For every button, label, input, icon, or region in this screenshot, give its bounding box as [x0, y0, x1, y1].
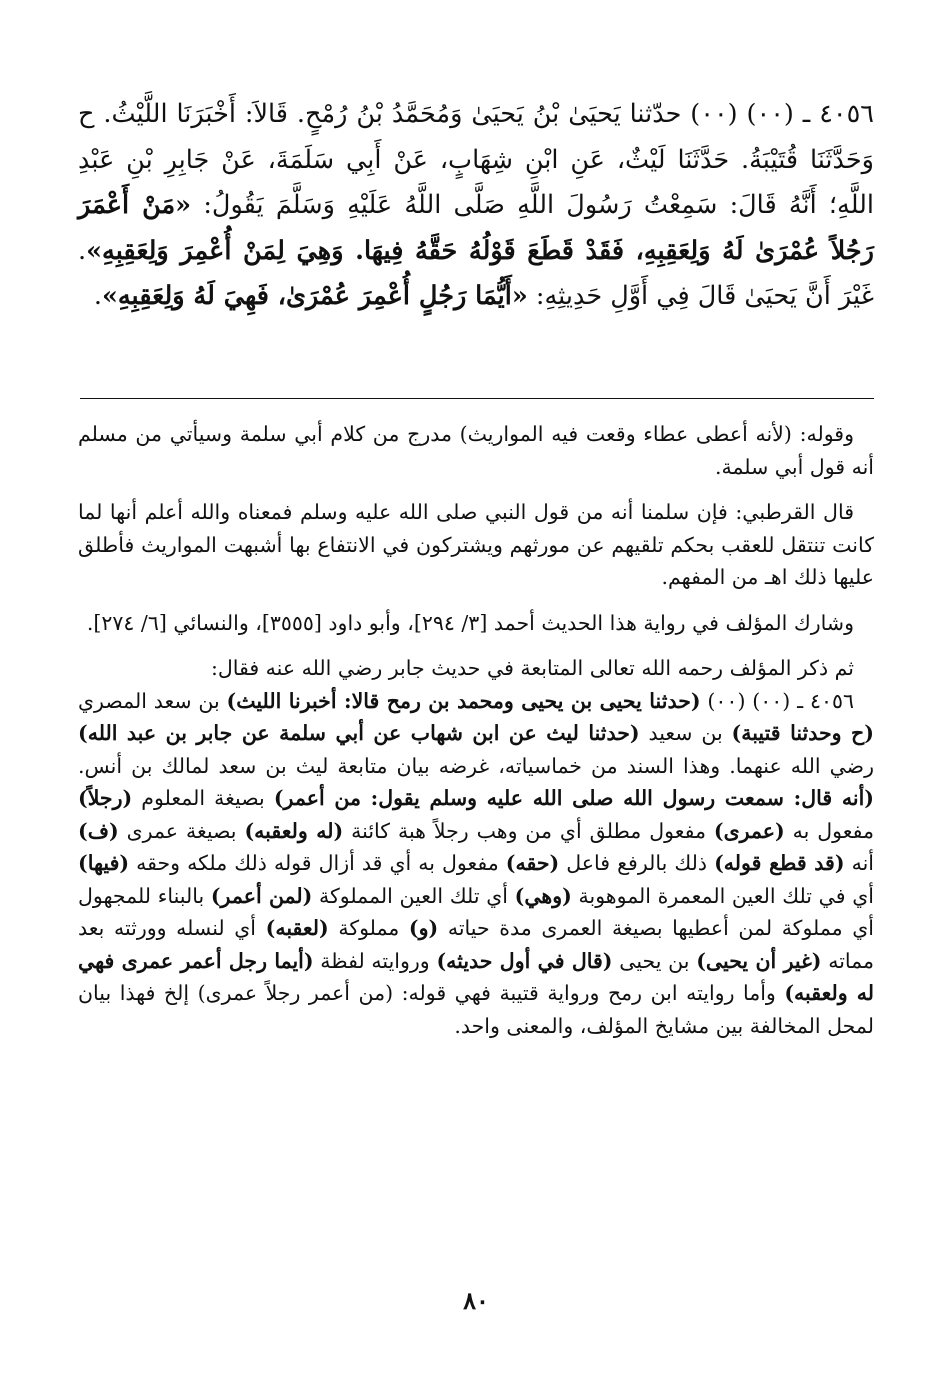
explanation-segment: ٤٠٥٦ ـ (٠٠) (٠٠): [700, 688, 854, 713]
hadith-isnad: ٤٠٥٦ ـ (٠٠) (٠٠) حدّثنا يَحيَىٰ بْنُ يَحيَىٰ وَمُحَمَّدُ بْنُ رُمْحٍ. قَالاَ: أَخْبَرَنَا اللَّيْثُ. ح وَحَدَّثَنَا قُتَيْبَةُ. حَدَّثَنَا لَيْثٌ، عَنِ ابْنِ شِهَابٍ، عَنْ أَبِي سَلَمَةَ، عَنْ جَابِرِ بْنِ عَبْدِ اللَّهِ؛ أَنَّهُ قَالَ: سَمِعْتُ رَسُولَ اللَّهِ صَلَّى اللَّهُ عَلَيْهِ وَسَلَّمَ يَقُولُ:: [78, 99, 874, 220]
hadith-matn: «مَنْ أَعْمَرَ رَجُلاً عُمْرَىٰ لَهُ وَلِعَقِبِهِ، فَقَدْ قَطَعَ قَوْلُهُ حَقَّهُ فِيهَا. وَهِيَ لِمَنْ أُعْمِرَ وَلِعَقِبِهِ»: [78, 190, 874, 266]
hadith-end: .: [93, 281, 102, 311]
explanation-segment: مفعول مطلق أي من وهب رجلاً هبة كائنة: [343, 818, 714, 843]
explanation-segment: وروايته لفظة: [313, 948, 437, 973]
quoted-segment: (فيها): [78, 851, 130, 875]
explanation-segment: بن سعيد: [639, 721, 732, 745]
explanation-segment: وأما روايته ابن رمح ورواية قتيبة فهي قوله: (من أعمر رجلاً عمرى) إلخ فهذا بيان لمحل المخالفة بين مشايخ المؤلف، والمعنى واحد.: [78, 981, 874, 1038]
quoted-segment: (لعقبه): [265, 916, 329, 940]
explanation-segment: بالبناء للمجهول أي مملوكة لمن أعطيها بصيغة العمرى مدة حياته: [78, 883, 874, 940]
explanation-segment: بصيغة المعلوم: [132, 786, 274, 810]
commentary-paragraph: ثم ذكر المؤلف رحمه الله تعالى المتابعة في حديث جابر رضي الله عنه فقال:: [210, 656, 854, 680]
explanation-segment: بن سعد المصري: [78, 688, 227, 713]
quoted-segment: (أيما رجل أعمر عمرى فهي له ولعقبه): [78, 948, 874, 1005]
quoted-segment: (له ولعقبه): [244, 818, 344, 843]
commentary-explanation: [78, 685, 874, 1043]
quoted-segment: (قد قطع قوله): [714, 851, 845, 875]
quoted-segment: (حدثنا ليث عن ابن شهاب عن أبي سلمة عن جابر بن عبد الله): [78, 721, 640, 745]
explanation-segment: بصيغة عمرى: [118, 818, 245, 843]
quoted-segment: (لمن أعمر): [210, 883, 313, 908]
quoted-segment: (ح وحدثنا قتيبة): [731, 721, 874, 745]
quoted-segment: (رجلاً): [78, 786, 133, 810]
hadith-variant: «أَيُّمَا رَجُلٍ أُعْمِرَ عُمْرَىٰ، فَهِيَ لَهُ وَلِعَقِبِهِ»: [101, 281, 528, 311]
explanation-segment: مفعول به: [784, 818, 875, 843]
hadith-note: . غَيْرَ أَنَّ يَحيَىٰ قَالَ فِي أَوَّلِ حَدِيثِهِ:: [78, 235, 874, 311]
explanation-segment: مفعول به أي قد أزال قوله ذلك ملكه وحقه: [129, 851, 506, 875]
quoted-segment: (عمرى): [713, 818, 785, 843]
quoted-segment: (قال في أول حديثه): [436, 948, 613, 973]
explanation-segment: رضي الله عنهما. وهذا السند من خماسياته، غرضه بيان متابعة ليث بن سعد لمالك بن أنس.: [78, 753, 874, 778]
page-number: ٨٠: [463, 1286, 489, 1315]
explanation-segment: بن يحيى: [612, 948, 697, 973]
quoted-segment: (حدثنا يحيى بن يحيى ومحمد بن رمح قالا: أخبرنا الليث): [226, 688, 701, 713]
explanation-segment: أنه: [844, 851, 874, 875]
explanation-segment: ذلك بالرفع فاعل: [559, 851, 715, 875]
commentary-paragraph: وشارك المؤلف في رواية هذا الحديث أحمد [٣/ ٢٩٤]، وأبو داود [٣٥٥٥]، والنسائي [٦/ ٢٧٤].: [86, 610, 854, 635]
quoted-segment: (حقه): [505, 851, 560, 875]
explanation-segment: أي تلك العين المملوكة: [312, 883, 515, 908]
hadith-paragraph: [78, 92, 874, 320]
explanation-segment: أي في تلك العين المعمرة الموهوبة: [571, 883, 874, 908]
explanation-segment: مملوكة: [328, 916, 409, 940]
hadith-text: [78, 92, 874, 320]
footnote-divider: [80, 398, 874, 399]
commentary-paragraph: وقوله: (لأنه أعطى عطاء وقعت فيه المواريث) مدرج من كلام أبي سلمة وسيأتي من مسلم أنه قول أبي سلمة.: [78, 422, 874, 479]
commentary-paragraph: قال القرطبي: فإن سلمنا أنه من قول النبي صلى الله عليه وسلم فمعناه والله أعلم أنها لما كانت تنتقل للعقب بحكم تلقيهم عن مورثهم ويشتركون في الانتفاع بها أشبهت المواريث فأطلق عليها ذلك اهـ من المفهم.: [78, 500, 874, 589]
quoted-segment: (غير أن يحيى): [696, 948, 822, 973]
explanation-segment: أي لنسله وورثته بعد مماته: [78, 916, 874, 973]
quoted-segment: (أنه قال: سمعت رسول الله صلى الله عليه وسلم يقول: من أعمر): [273, 786, 875, 810]
quoted-segment: (ف): [78, 818, 119, 843]
quoted-segment: (و): [408, 916, 439, 940]
quoted-segment: (وهي): [514, 883, 572, 908]
commentary: [78, 418, 874, 1055]
